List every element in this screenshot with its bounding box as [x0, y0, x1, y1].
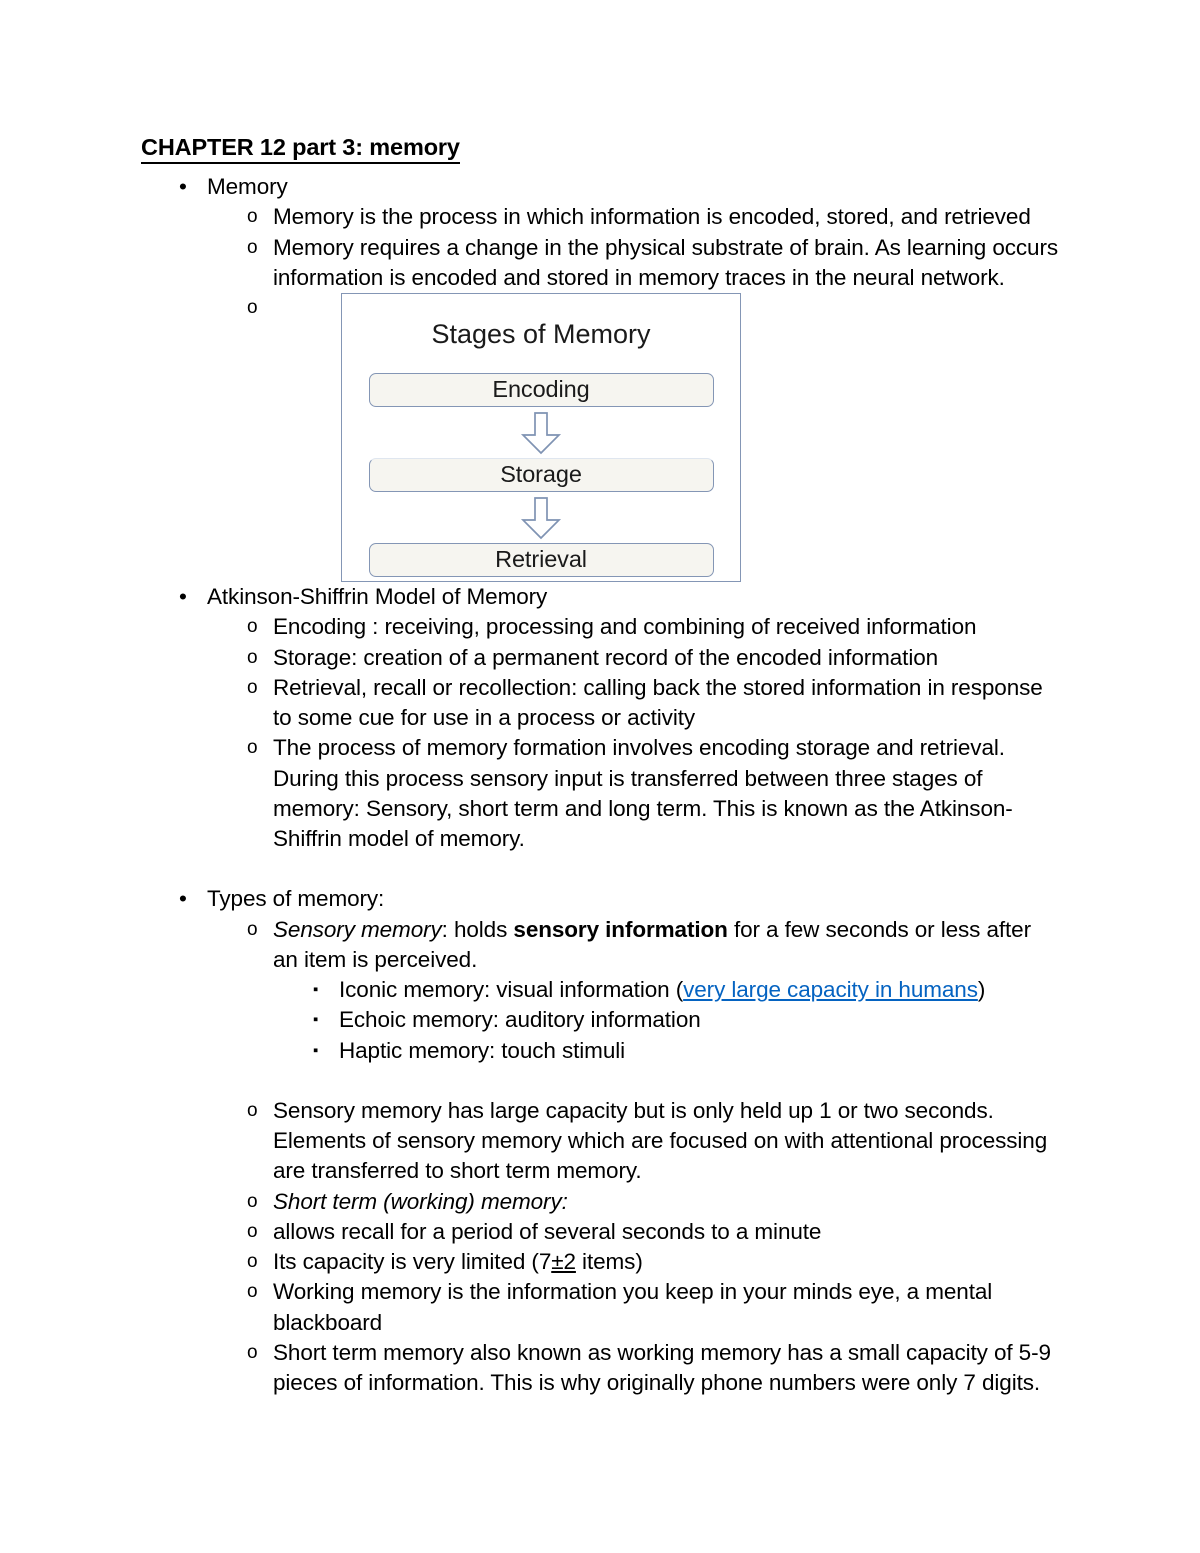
list-item-sensory-memory — [207, 915, 1061, 1066]
section-heading-atkinson: Atkinson-Shiffrin Model of Memory — [207, 584, 548, 610]
bullet-circle-icon: o — [247, 1099, 258, 1121]
sensory-memory-connector: : holds — [441, 916, 514, 942]
iconic-memory-suffix: ) — [977, 977, 986, 1003]
bullet-round-icon: • — [179, 174, 187, 200]
bullet-square-icon: ▪ — [313, 1011, 319, 1029]
bullet-circle-icon: o — [247, 1251, 258, 1273]
capacity-suffix: items) — [575, 1249, 643, 1275]
page-title-wrapper — [141, 132, 1061, 167]
list-item — [207, 673, 1061, 734]
haptic-memory-text: Haptic memory: touch stimuli — [339, 1037, 626, 1063]
list-item-short-term-label — [207, 1187, 1061, 1217]
list-item-figure — [207, 293, 1061, 582]
blank-paragraph — [207, 1066, 1061, 1096]
figure-stage-encoding: Encoding — [369, 373, 714, 407]
figure-title: Stages of Memory — [431, 319, 651, 350]
capacity-prefix: Its capacity is very limited (7 — [273, 1249, 552, 1275]
bullet-square-icon: ▪ — [313, 981, 319, 999]
bullet-circle-icon: o — [247, 918, 258, 940]
echoic-memory-text: Echoic memory: auditory information — [339, 1007, 701, 1033]
list-item — [207, 1096, 1061, 1187]
list-item — [207, 1338, 1061, 1399]
sensory-memory-label: Sensory memory — [273, 916, 442, 942]
short-term-point-1: allows recall for a period of several seconds to a minute — [273, 1218, 822, 1244]
list-item-iconic-memory — [273, 975, 1061, 1005]
types-point-1: Sensory memory has large capacity but is only held up 1 or two seconds. Elements of sensory memory which are focused on with attentional processing are transferred to short term memory. — [273, 1097, 1048, 1184]
types-trailing-point-1: Working memory is the information you keep in your minds eye, a mental blackboard — [273, 1279, 993, 1335]
bullet-circle-icon: o — [247, 236, 258, 258]
bullet-round-icon: • — [179, 584, 187, 610]
bullet-circle-icon: o — [247, 1220, 258, 1242]
atkinson-point-1: Encoding : receiving, processing and combining of received information — [273, 614, 977, 640]
list-item-echoic-memory — [273, 1005, 1061, 1035]
atkinson-point-2: Storage: creation of a permanent record of the encoded information — [273, 644, 939, 670]
bullet-circle-icon: o — [247, 646, 258, 668]
list-item — [207, 643, 1061, 673]
list-item — [207, 1277, 1061, 1338]
outline-level-1 — [141, 172, 1061, 1398]
list-item — [207, 202, 1061, 232]
atkinson-point-3: Retrieval, recall or recollection: calling back the stored information in response to some cue for use in a process or activity — [273, 674, 1043, 731]
outline-level-2-types — [207, 915, 1061, 1399]
list-item-memory — [141, 172, 1061, 582]
outline-level-2-atkinson — [207, 612, 1061, 854]
capacity-plus-minus: ±2 — [551, 1249, 576, 1275]
figure-frame — [341, 293, 741, 582]
iconic-memory-text: Iconic memory: visual information ( — [339, 977, 684, 1003]
list-item-atkinson — [141, 582, 1061, 854]
sensory-information-emphasis: sensory information — [513, 916, 728, 942]
bullet-circle-icon: o — [247, 1190, 258, 1212]
memory-point-1: Memory is the process in which information is encoded, stored, and retrieved — [273, 204, 1031, 230]
section-heading-types: Types of memory: — [207, 886, 385, 912]
blank-paragraph — [141, 854, 1061, 884]
down-arrow-icon — [342, 492, 740, 543]
bullet-circle-icon: o — [247, 616, 258, 638]
list-item-haptic-memory — [273, 1036, 1061, 1066]
outline-level-3-sensory — [273, 975, 1061, 1066]
document-body — [141, 132, 1061, 1398]
figure-stages-of-memory — [341, 293, 1061, 582]
bullet-round-icon: • — [179, 886, 187, 912]
down-arrow-icon — [342, 407, 740, 458]
section-heading-memory: Memory — [207, 174, 288, 200]
list-item — [207, 733, 1061, 854]
page-title: CHAPTER 12 part 3: memory — [141, 132, 460, 164]
bullet-circle-icon: o — [247, 297, 258, 319]
sensory-memory-tail: for a few seconds or less after an item is perceived. — [273, 916, 1031, 972]
hyperlink-very-large-capacity[interactable]: very large capacity in humans — [683, 977, 978, 1003]
bullet-circle-icon: o — [247, 1341, 258, 1363]
list-item-capacity — [207, 1247, 1061, 1277]
list-item — [207, 233, 1061, 294]
bullet-circle-icon: o — [247, 737, 258, 759]
atkinson-point-4: The process of memory formation involves encoding storage and retrieval. During this process sensory input is transferred between three stages of memory: Sensory, short term and long term. This is known as the Atkinson-Shiffrin model of memory. — [273, 735, 1013, 852]
list-item — [207, 612, 1061, 642]
figure-stage-retrieval: Retrieval — [369, 543, 714, 577]
list-item-types — [141, 884, 1061, 1398]
figure-stage-storage: Storage — [369, 458, 714, 492]
outline-level-2-memory — [207, 202, 1061, 582]
list-item — [207, 1217, 1061, 1247]
types-trailing-point-2: Short term memory also known as working memory has a small capacity of 5-9 pieces of information. This is why originally phone numbers were only 7 digits. — [273, 1339, 1051, 1396]
bullet-circle-icon: o — [247, 1281, 258, 1303]
memory-point-2: Memory requires a change in the physical substrate of brain. As learning occurs information is encoded and stored in memory traces in the neural network. — [273, 234, 1059, 290]
bullet-square-icon: ▪ — [313, 1041, 319, 1059]
short-term-memory-label: Short term (working) memory: — [273, 1188, 568, 1214]
bullet-circle-icon: o — [247, 676, 258, 698]
bullet-circle-icon: o — [247, 206, 258, 228]
